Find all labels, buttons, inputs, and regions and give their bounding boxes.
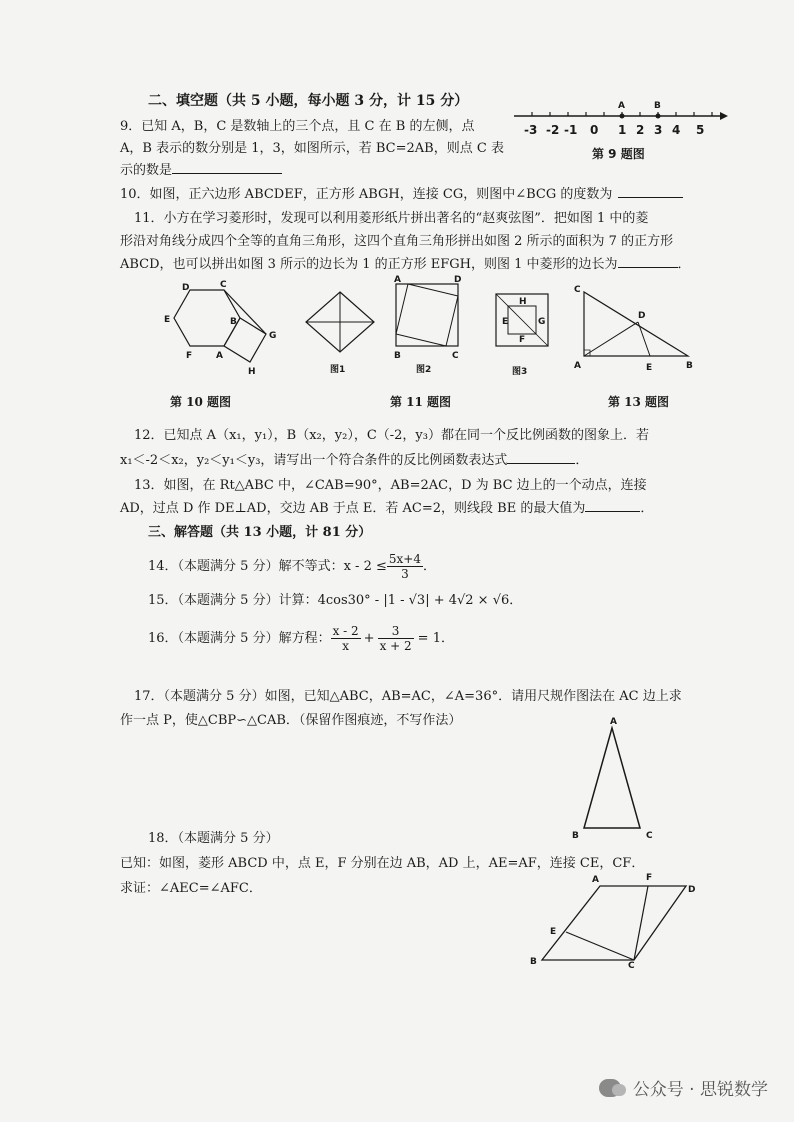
q18-rhombus (524, 870, 704, 970)
fig13-caption: 第 13 题图 (608, 395, 670, 409)
q18-line3: 求证：∠AEC=∠AFC． (120, 881, 262, 896)
watermark-text: 公众号 · 思锐数学 (632, 1080, 768, 1100)
fig10-label: F (186, 351, 193, 361)
wechat-icon (599, 1079, 621, 1097)
fig10-diagram (160, 280, 280, 380)
fig11-sub2: 图2 (416, 365, 432, 375)
q18-label: B (530, 957, 537, 967)
q11-line2: 形沿对角线分成四个全等的直角三角形，这四个直角三角形拼出如图 2 所示的面积为 7 的正方形 (120, 234, 674, 249)
fig10-caption: 第 10 题图 (170, 395, 232, 409)
q16-text: 16．（本题满分 5 分）解方程： $\frac{x - 2}{x}$ + $\frac{3}{x + 2}$ = 1． (148, 624, 454, 653)
q9-tick-label: -1 (564, 123, 578, 137)
section-2-title: 二、填空题（共 5 小题，每小题 3 分，计 15 分） (148, 93, 469, 109)
q9-point-b (656, 114, 661, 119)
fig11-label: C (452, 351, 459, 361)
fig10-label: D (182, 283, 190, 293)
q9-label-b: B (654, 101, 661, 111)
q9-tick-label: 2 (636, 123, 645, 137)
q9-tick-label: 1 (618, 123, 627, 137)
q11-line1: 11．小方在学习菱形时，发现可以利用菱形纸片拼出著名的“赵爽弦图”．把如图 1 中的菱 (134, 211, 649, 226)
q9-tick-label: -2 (546, 123, 560, 137)
q9-point-a (620, 114, 625, 119)
q9-tick-label: 0 (590, 123, 599, 137)
q18-label: D (688, 885, 696, 895)
q11-line3: ABCD，也可以拼出如图 3 所示的边长为 1 的正方形 EFGH，则图 1 中菱形的边长为 ． (120, 257, 691, 272)
q9-tick-label: -3 (524, 123, 538, 137)
q12-line2: x₁＜-2＜x₂，y₂＜y₁＜y₃，请写出一个符合条件的反比例函数表达式 ． (120, 453, 589, 468)
fig11-sub1: 图1 (330, 365, 346, 375)
q9-tick-label: 4 (672, 123, 681, 137)
fig13-label: D (638, 311, 646, 321)
q9-line3: 示的数是 (120, 162, 282, 180)
fig11-label: A (394, 275, 401, 285)
q18-label: F (646, 873, 653, 883)
fig11-square-efgh (490, 290, 560, 376)
q9-line2: A，B 表示的数分别是 1，3，如图所示，若 BC=2AB，则点 C 表 (120, 141, 504, 156)
q17-line2: 作一点 P，使△CBP∽△CAB．（保留作图痕迹，不写作法） (120, 713, 462, 728)
fig10-label: E (164, 315, 171, 325)
q17-label: A (610, 717, 617, 727)
q9-label-a: A (618, 101, 625, 111)
fig11-label: H (519, 297, 527, 307)
fig11-label: G (538, 317, 546, 327)
q10-text: 10．如图，正六边形 ABCDEF，正方形 ABGH，连接 CG，则图中∠BCG 的度数为 (120, 186, 683, 204)
fig11-caption: 第 11 题图 (390, 395, 452, 409)
fig11-label: F (519, 335, 526, 345)
fig11-label: E (502, 317, 509, 327)
q15-text: 15．（本题满分 5 分）计算：4cos30° - |1 - √3| + 4√2 × √6． (148, 593, 523, 608)
q17-triangle (568, 716, 668, 846)
fig10-label: B (230, 317, 237, 327)
q18-line2: 已知：如图，菱形 ABCD 中，点 E，F 分别在边 AB，AD 上，AE=AF，连接 CE，CF． (120, 856, 645, 871)
q9-number-line (510, 92, 730, 172)
q9-tick-label: 3 (654, 123, 663, 137)
fig11-label: D (454, 275, 462, 285)
q18-line1: 18．（本题满分 5 分） (148, 831, 279, 846)
fig10-label: G (269, 331, 277, 341)
fig10-label: A (216, 351, 223, 361)
q18-label: C (628, 961, 635, 971)
q12-line1: 12．已知点 A（x₁，y₁），B（x₂，y₂），C（-2，y₃）都在同一个反比例函数的图象上．若 (134, 428, 649, 443)
q9-line1: 9．已知 A，B，C 是数轴上的三个点，且 C 在 B 的左侧，点 (120, 119, 475, 134)
fig10-label: C (220, 280, 227, 290)
q17-line1: 17．（本题满分 5 分）如图，已知△ABC，AB=AC，∠A=36°．请用尺规作图法在 AC 边上求 (134, 689, 682, 704)
fig13-label: A (574, 361, 581, 371)
fig13-label: B (686, 361, 693, 371)
q17-label: B (572, 831, 579, 841)
q13-line1: 13．如图，在 Rt△ABC 中，∠CAB=90°，AB=2AC，D 为 BC 边上的一个动点，连接 (134, 478, 647, 493)
fig11-rhombus (300, 288, 380, 378)
q9-caption: 第 9 题图 (592, 147, 645, 161)
fig11-square-abcd (386, 276, 466, 376)
fig13-diagram (566, 280, 696, 380)
fig10-label: H (248, 367, 256, 377)
q18-label: E (550, 927, 557, 937)
q18-label: A (592, 875, 599, 885)
fig13-label: E (646, 363, 653, 373)
fig13-label: C (574, 285, 581, 295)
watermark (599, 1075, 768, 1100)
q17-label: C (646, 831, 653, 841)
q14-text: 14．（本题满分 5 分）解不等式：x - 2 ≤ $\frac{5x+4}{3}$ ． (148, 552, 436, 581)
q9-tick-label: 5 (696, 123, 705, 137)
fig11-label: B (394, 351, 401, 361)
q13-line2: AD，过点 D 作 DE⊥AD，交边 AB 于点 E．若 AC=2，则线段 BE 的最大值为 ． (120, 501, 654, 516)
fig11-sub3: 图3 (512, 367, 528, 377)
section-3-title: 三、解答题（共 13 小题，计 81 分） (148, 525, 372, 540)
